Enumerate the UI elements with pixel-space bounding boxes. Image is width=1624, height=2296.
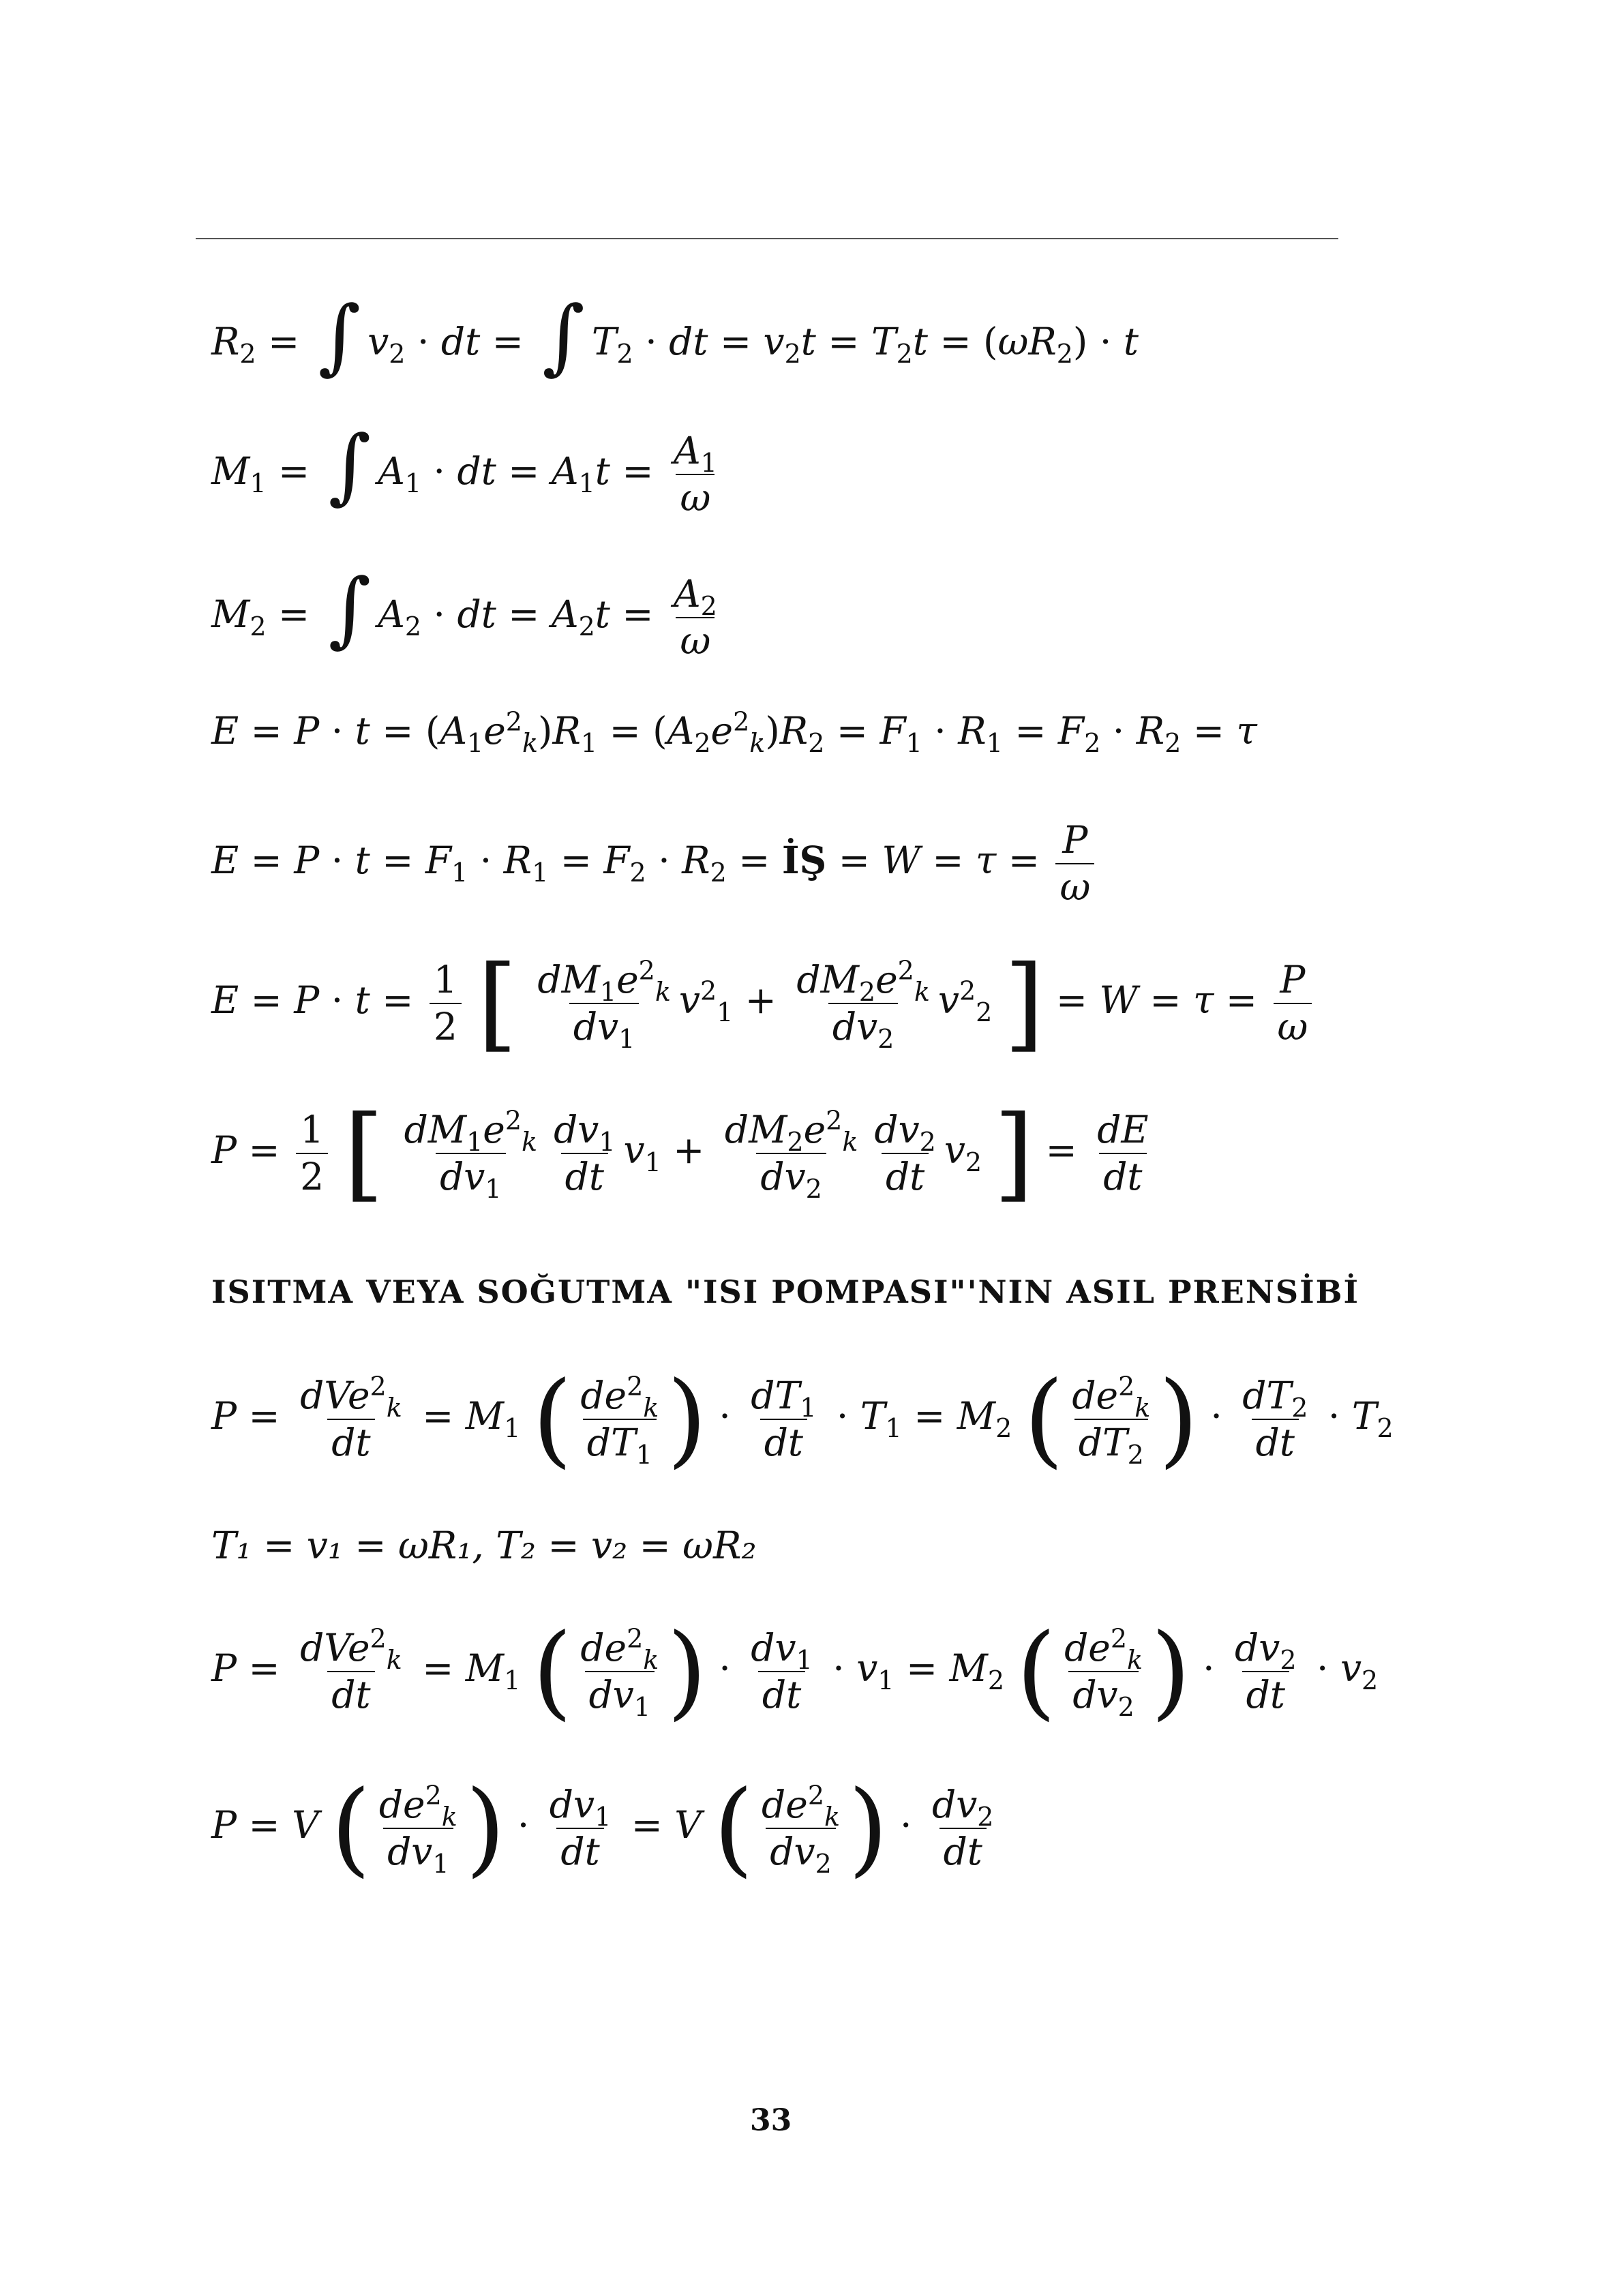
is-word: İŞ bbox=[781, 838, 827, 882]
equation-p3: P = $\frac{dVe^2_k}{dt}$ = $M_1$ ( $\frac{de^2_k}{dv_1}$ ) · $\frac{dv_1}{dt}$ · $v_1 = M_2$ ( $\frac{de^2_k}{dv_2}$ ) · $\frac{dv_2}{dt}$ · $v_2$ bbox=[211, 1612, 1379, 1731]
equation-e3: E = P · t = $\frac{1}{2}$ [ $\frac{dM_1e^2_k}{dv_1}$ $v^2_1$ + $\frac{dM_2e^2_k}{dv_2}$ $v^2_2$ ] = W = τ = $\frac{P}{\omega}$ bbox=[211, 961, 1316, 1046]
equation-e1: $E = P \cdot t = (A_1e^2_k)R_1 = (A_2e^2_k)R_2 = F_1 \cdot R_1 = F_2 \cdot R_2 = \tau$ bbox=[211, 706, 1257, 758]
equation-m1: $M_1$ = ∫ $A_1$ · dt = $A_1t$ = $\frac{A_1}{\omega}$ bbox=[211, 419, 717, 519]
relations-line: T₁ = v₁ = ωR₁, T₂ = v₂ = ωR₂ bbox=[211, 1524, 757, 1567]
equation-e2: $E = P \cdot t = F_1 \cdot R_1 = F_2 \cdot R_2$ = İŞ = W = τ = $\frac{P}{\omega}$ bbox=[211, 821, 1098, 906]
equation-m2: $M_2$ = ∫ $A_2$ · dt = $A_2t$ = $\frac{A_2}{\omega}$ bbox=[211, 562, 717, 663]
equation-p4: P = V ( $\frac{de^2_k}{dv_1}$ ) · $\frac{dv_1}{dt}$ = V ( $\frac{de^2_k}{dv_2}$ ) · $\frac{dv_2}{dt}$ bbox=[211, 1769, 994, 1888]
equation-p1: P = $\frac{1}{2}$ [ $\frac{dM_1e^2_k}{dv_1}$ $\frac{dv_1}{dt}$ $v_1$ + $\frac{dM_2e^2_k}{dv_2}$ $\frac{dv_2}{dt}$ $v_2$ ] = $\frac{dE}{dt}$ bbox=[211, 1094, 1149, 1213]
section-heading: ISITMA VEYA SOĞUTMA "ISI POMPASI"'NIN ASIL PRENSİBİ bbox=[211, 1273, 1360, 1310]
page-number: 33 bbox=[750, 2103, 792, 2138]
header-rule bbox=[196, 238, 1338, 239]
equation-p2: P = $\frac{dVe^2_k}{dt}$ = $M_1$ ( $\frac{de^2_k}{dT_1}$ ) · $\frac{dT_1}{dt}$ · $T_1 = M_2$ ( $\frac{de^2_k}{dT_2}$ ) · $\frac{dT_2}{dt}$ · $T_2$ bbox=[211, 1360, 1394, 1479]
equation-r2: $R_2$ = ∫ $v_2$ · dt = ∫ $T_2$ · dt = $v_2t = T_2t = (\omega R_2) \cdot t$ bbox=[211, 289, 1139, 384]
